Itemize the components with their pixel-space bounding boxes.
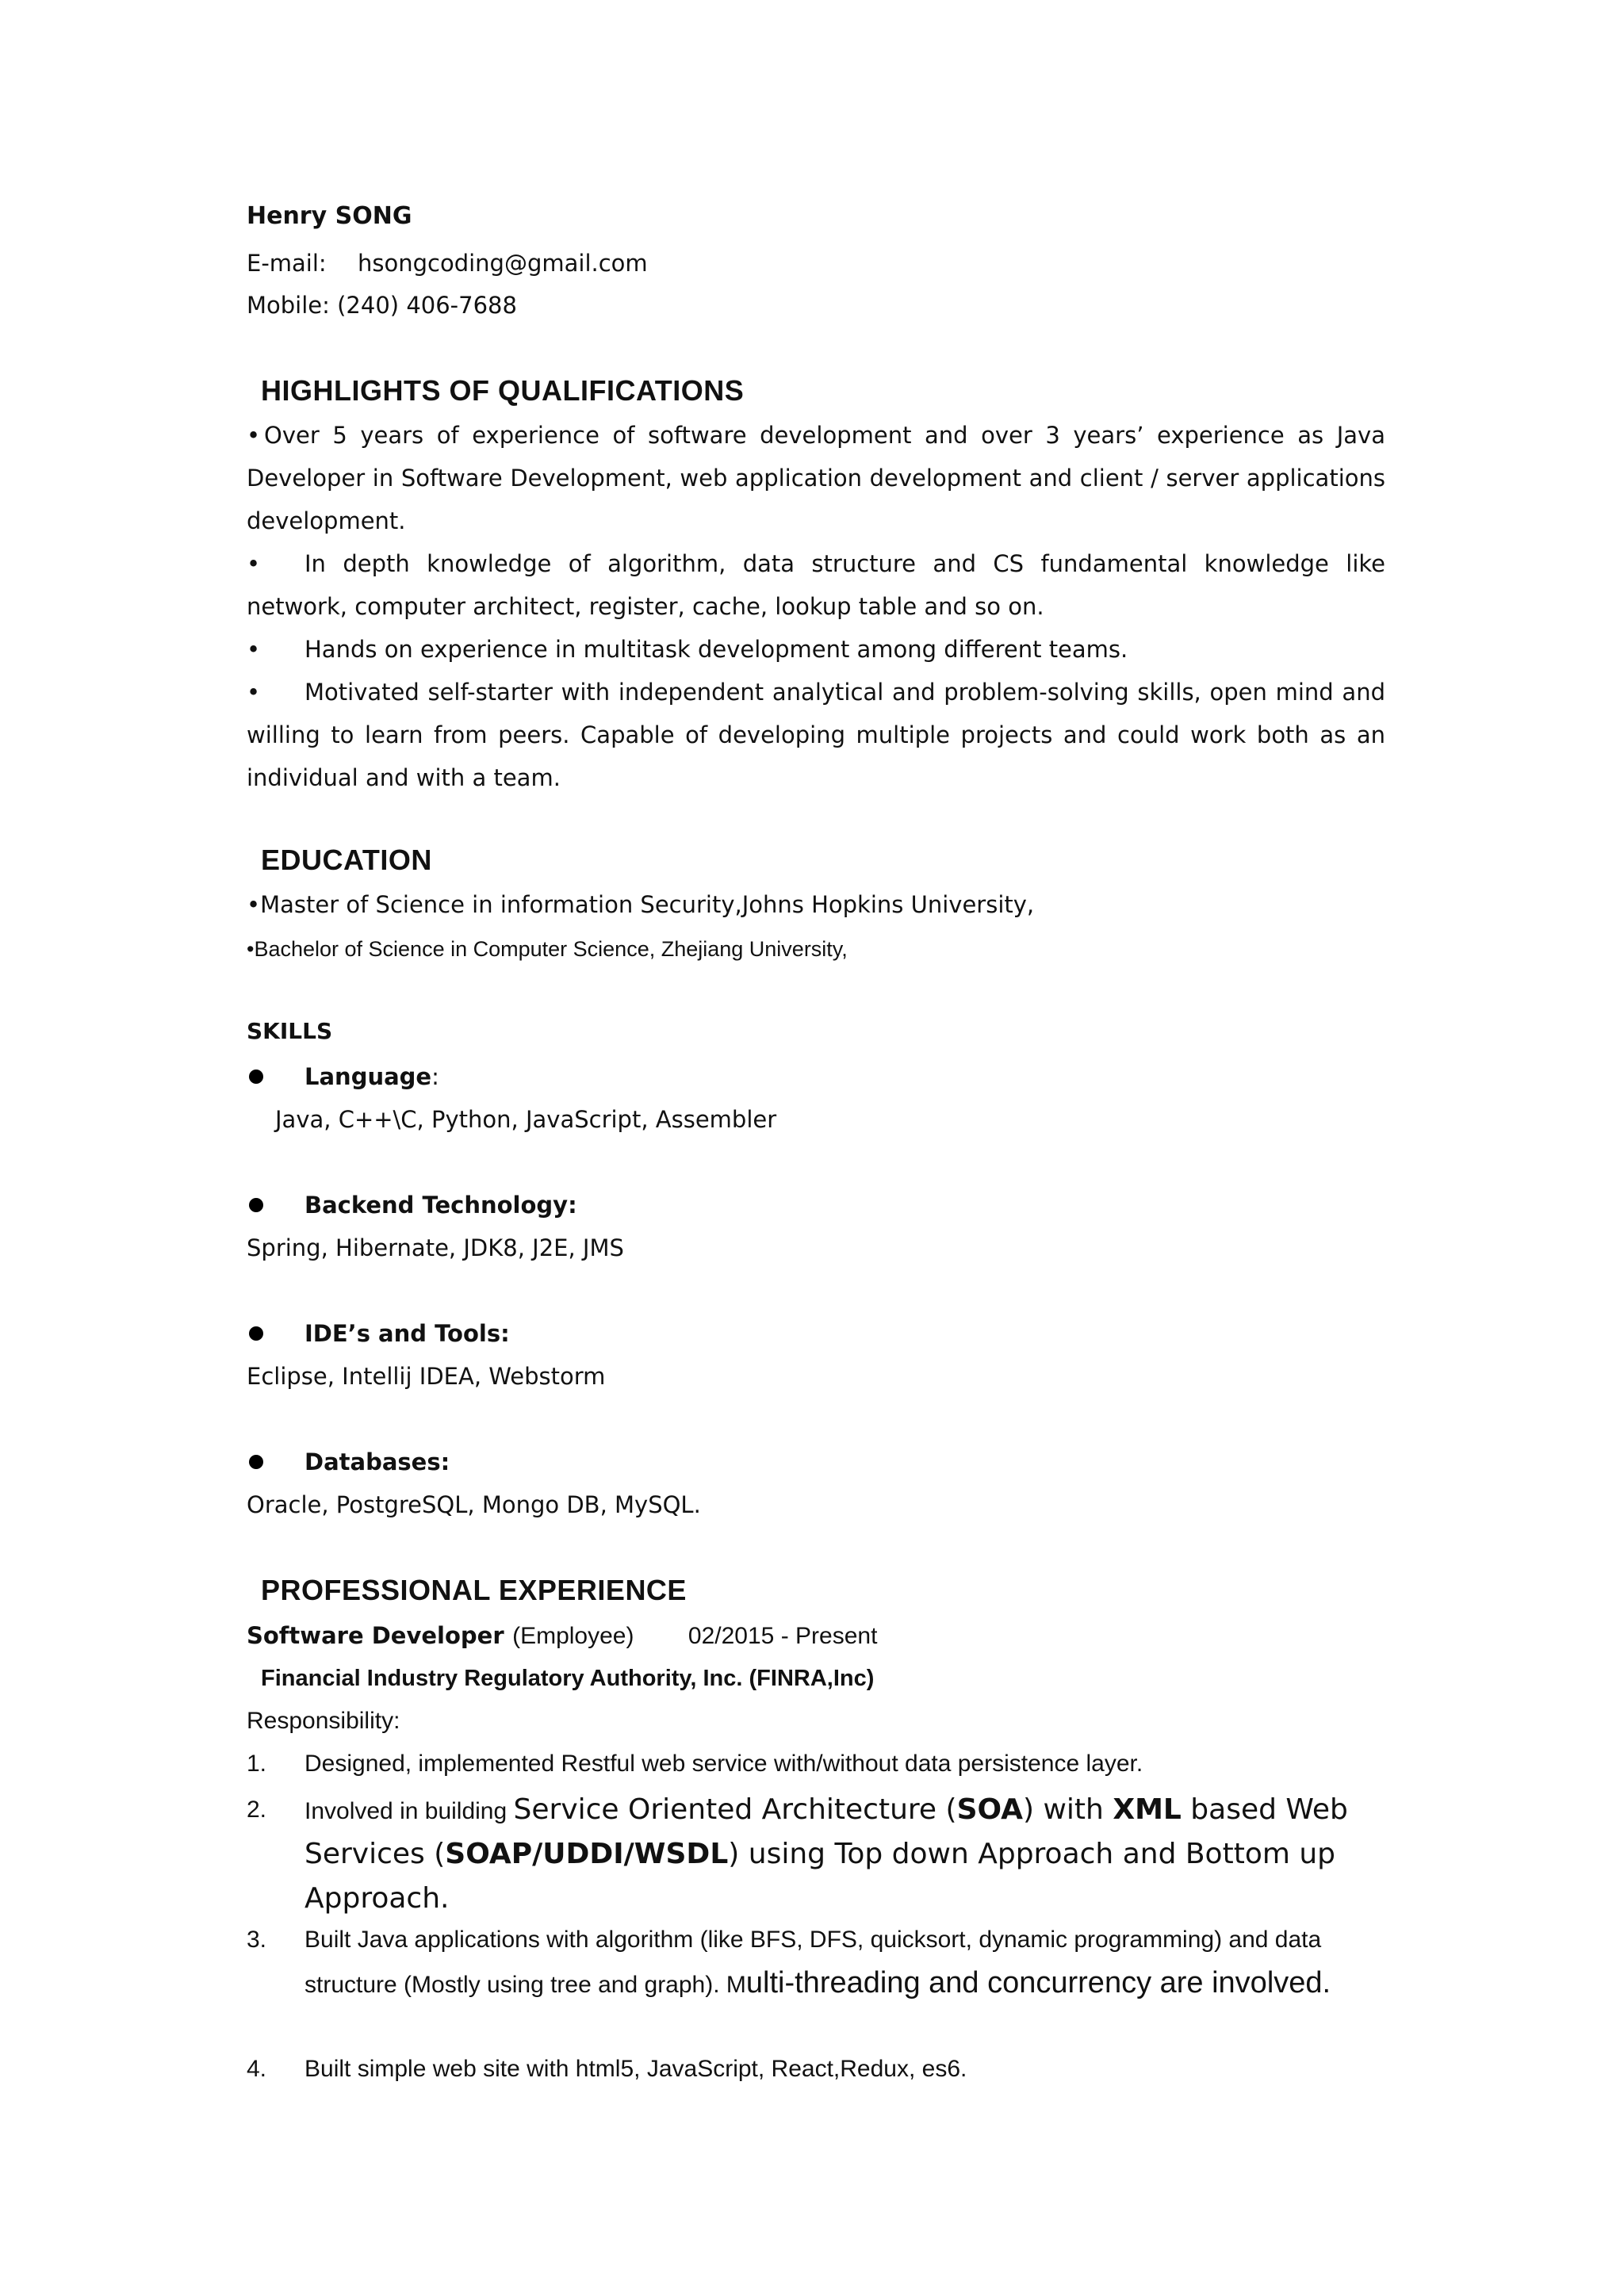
skill-db-value: Oracle, PostgreSQL, Mongo DB, MySQL. (247, 1491, 701, 1518)
list-number: 2. (247, 1797, 267, 1823)
skill-backend-label: Backend Technology: (304, 1192, 577, 1219)
bullet-dot (249, 1198, 263, 1212)
responsibility-item: Involved in building Service Oriented Architecture (SOA) with XML based Web Services (SOAP/UDDI/WSDL) using Top down Approach and Bottom up Approach. (304, 1793, 1348, 1915)
highlight-item: • Motivated self-starter with independent analytical and problem-solving skills, open mind and willing to learn from peers. Capable of developing multiple projects and could work both as an individual and with a team. (247, 679, 1385, 791)
list-number: 4. (247, 2056, 267, 2082)
skill-ide-value: Eclipse, Intellij IDEA, Webstorm (247, 1363, 606, 1390)
responsibility-item: Built simple web site with html5, JavaScript, React,Redux, es6. (304, 2056, 967, 2082)
candidate-name: Henry SONG (247, 202, 412, 230)
education-item-bachelors: •Bachelor of Science in Computer Science, Zhejiang University, (247, 937, 848, 961)
bullet-dot (249, 1326, 263, 1341)
responsibility-item: Built Java applications with algorithm (like BFS, DFS, quicksort, dynamic programming) and data structure (Mostly using tree and graph). Multi-threading and concurrency are involved. (304, 1927, 1331, 1999)
skill-language: Language: (304, 1063, 439, 1090)
responsibility-label: Responsibility: (247, 1708, 400, 1734)
skill-language-value: Java, C++\C, Python, JavaScript, Assembler (275, 1106, 777, 1133)
section-title-experience: PROFESSIONAL EXPERIENCE (261, 1574, 687, 1606)
list-number: 3. (247, 1927, 267, 1953)
skill-ide-label: IDE’s and Tools: (304, 1320, 510, 1347)
highlight-item: • Hands on experience in multitask development among different teams. (247, 636, 1128, 663)
skill-db-label: Databases: (304, 1448, 450, 1475)
section-title-highlights: HIGHLIGHTS OF QUALIFICATIONS (261, 374, 745, 407)
list-number: 1. (247, 1751, 267, 1777)
company-name: Financial Industry Regulatory Authority, Inc. (FINRA,Inc) (261, 1666, 875, 1691)
email-address: hsongcoding@gmail.com (358, 250, 648, 277)
education-item-masters: •Master of Science in information Security,Johns Hopkins University, (247, 891, 1035, 918)
mobile-number: Mobile: (240) 406-7688 (247, 292, 517, 319)
skill-backend-value: Spring, Hibernate, JDK8, J2E, JMS (247, 1234, 624, 1261)
bullet-dot (249, 1455, 263, 1469)
highlight-item: • In depth knowledge of algorithm, data structure and CS fundamental knowledge like network, computer architect, register, cache, lookup table and so on. (247, 550, 1385, 620)
section-title-education: EDUCATION (261, 844, 432, 876)
highlight-item: • Over 5 years of experience of software development and over 3 years’ experience as Java Developer in Software Development, web application development and client / server applications development. (247, 422, 1385, 534)
responsibility-item: Designed, implemented Restful web service with/without data persistence layer. (304, 1751, 1143, 1777)
section-title-skills: SKILLS (247, 1018, 333, 1044)
job-title-line: Software Developer (Employee) 02/2015 - Present (247, 1622, 878, 1649)
bullet-dot (249, 1070, 263, 1084)
email-label: E-mail: (247, 250, 327, 277)
